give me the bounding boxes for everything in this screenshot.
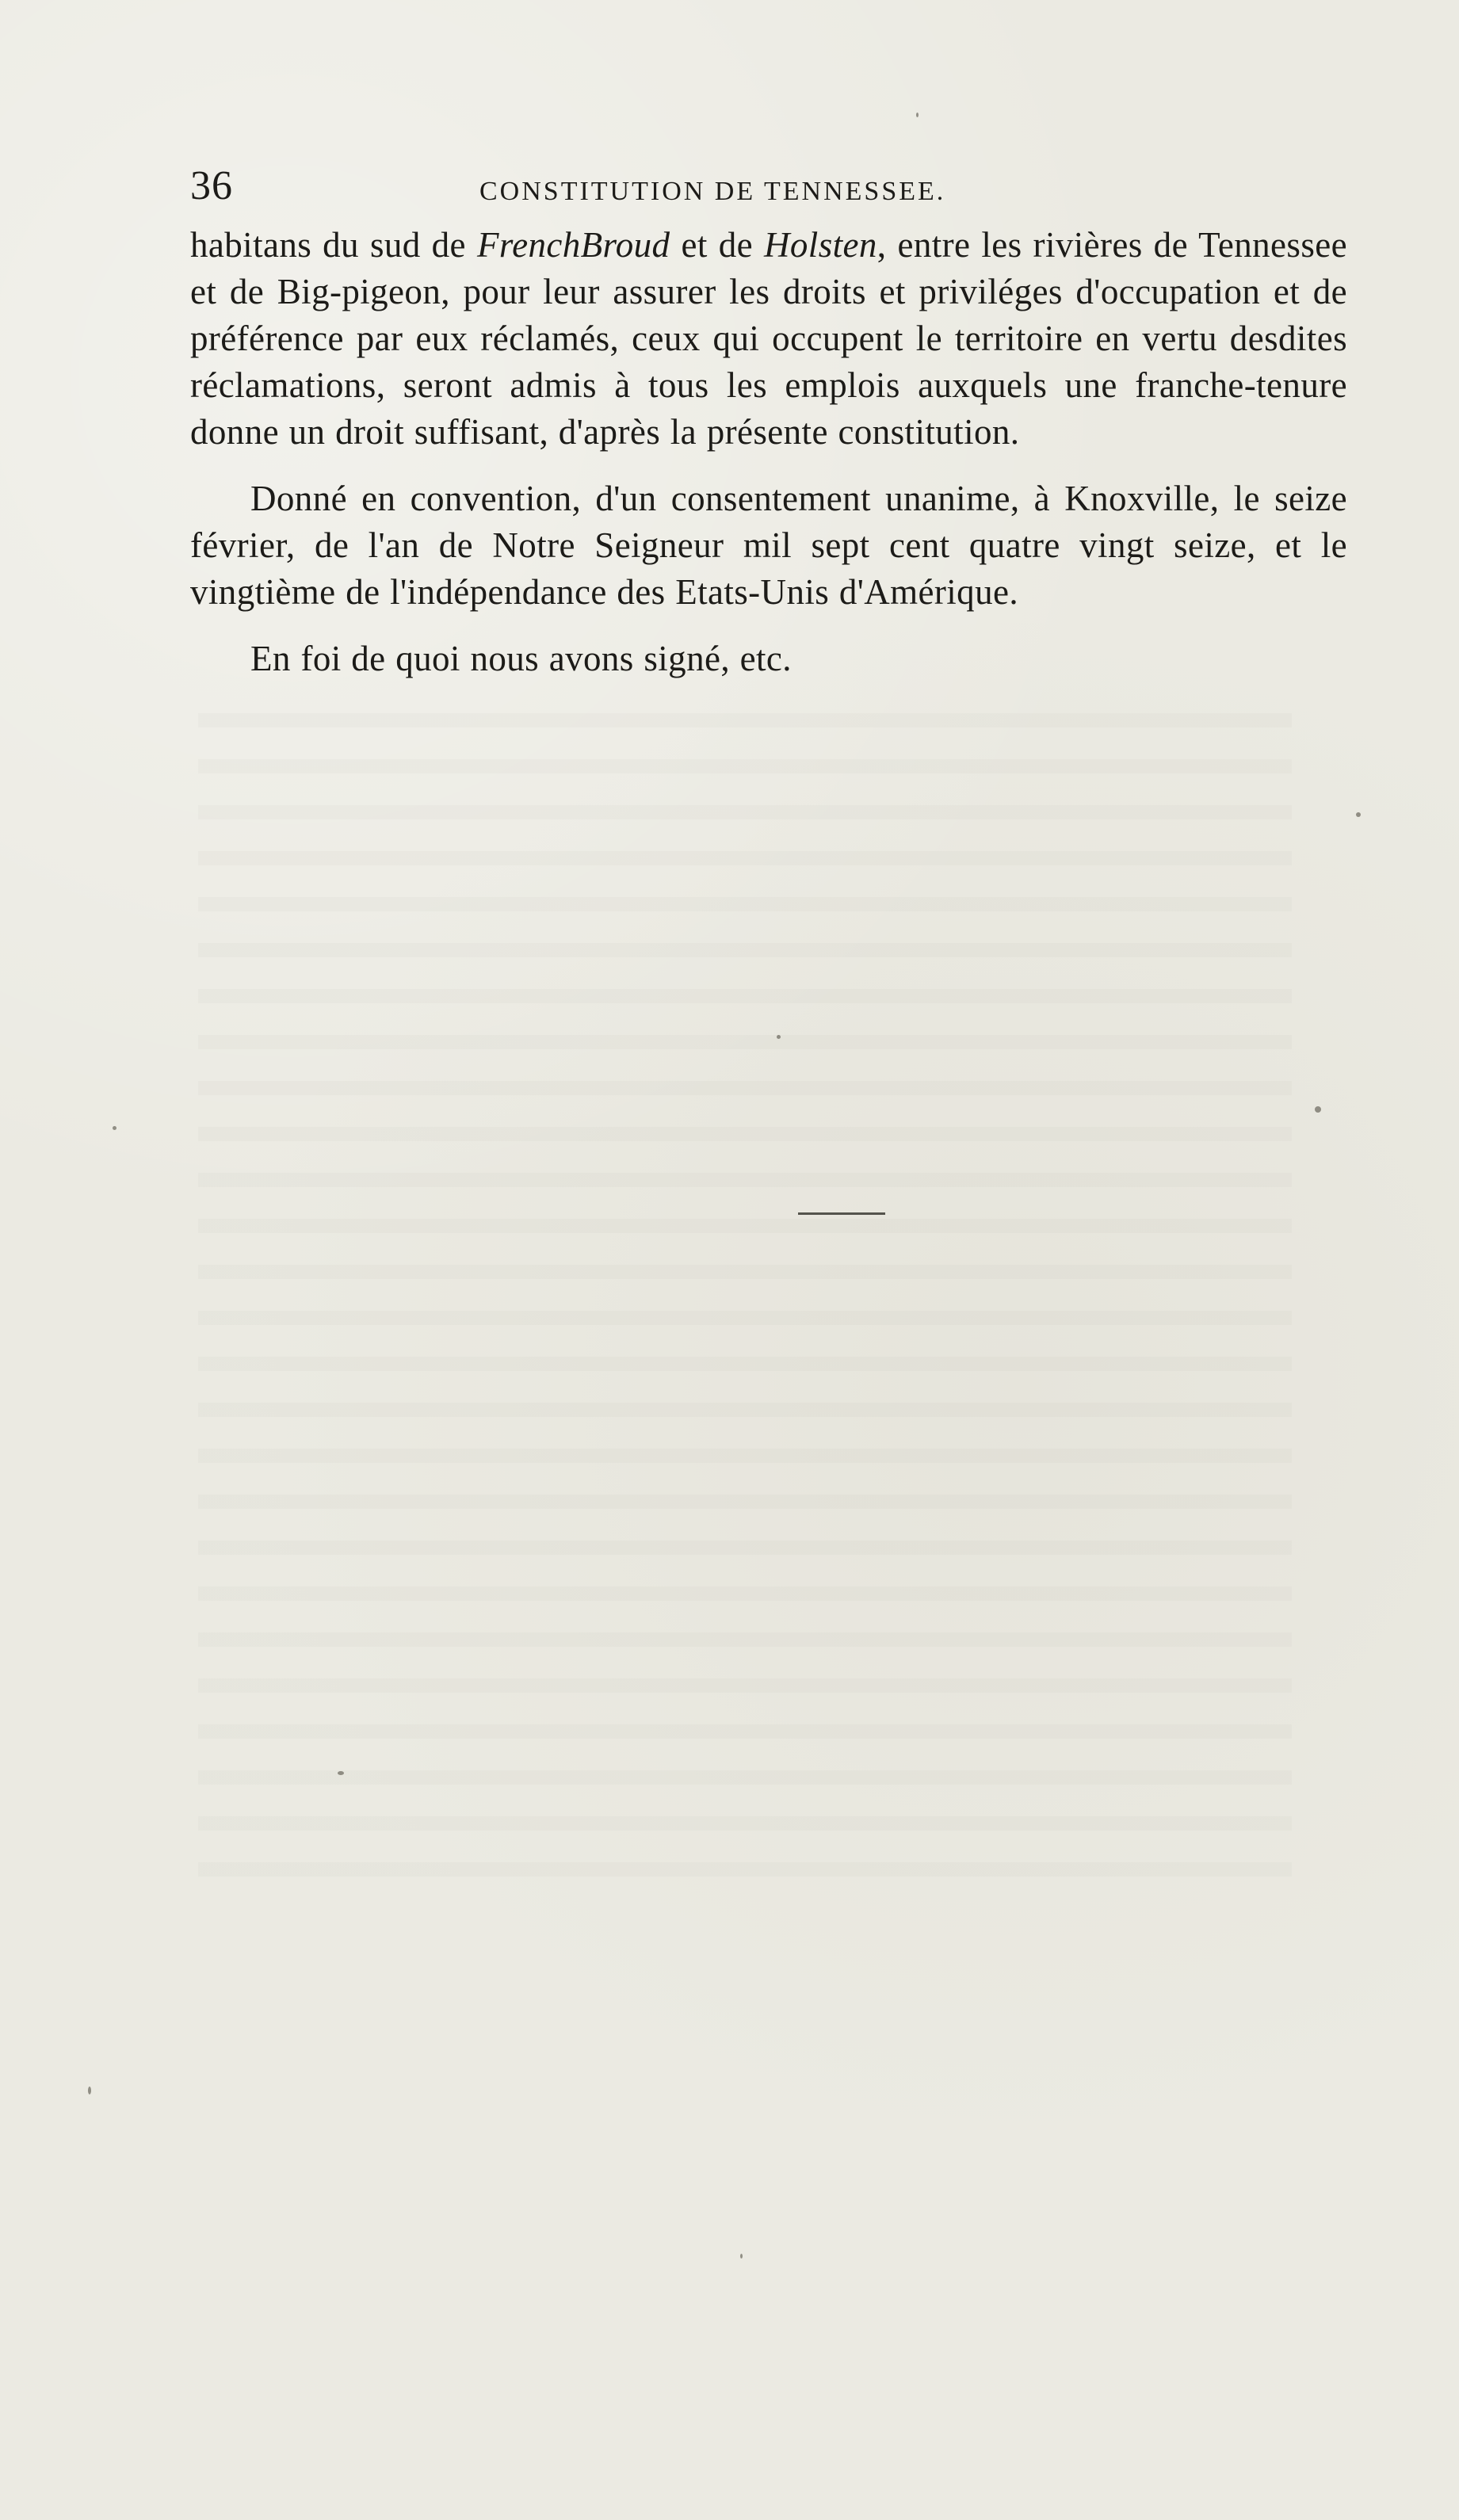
section-divider-line xyxy=(798,1212,885,1215)
running-head: CONSTITUTION DE TENNESSEE. xyxy=(479,177,946,206)
paper-speck xyxy=(338,1771,344,1775)
paper-speck xyxy=(88,2087,91,2094)
paper-speck xyxy=(1356,812,1361,817)
paper-speck xyxy=(777,1035,781,1039)
place-name-holsten: Holsten xyxy=(764,225,877,265)
body-text xyxy=(190,222,1347,682)
paper-speck xyxy=(113,1126,116,1130)
paper-speck xyxy=(916,113,919,117)
page-number: 36 xyxy=(190,163,233,208)
paper-speck xyxy=(1315,1106,1321,1113)
paragraph-text-part: et de xyxy=(670,225,764,265)
paragraph-closing-signature: En foi de quoi nous avons signé, etc. xyxy=(250,639,792,678)
page-header xyxy=(190,162,1347,218)
paper-speck xyxy=(740,2254,743,2258)
paragraph-continuation xyxy=(190,222,1347,456)
place-name-frenchbroud: FrenchBroud xyxy=(476,225,670,265)
paragraph-text-part: , entre les rivières de Tennessee et de Big-pigeon, pour leur assurer les droits et priviléges d'occupation et de préférence par eux réclamés, ceux qui occupent le territoire en vertu desdites réclamations, seront admis à tous les emplois auxquels une franche-tenure donne un droit suffisant, d'après la présente constitution. xyxy=(190,225,1348,452)
show-through-texture xyxy=(198,713,1292,1902)
paragraph-text-part: habitans du sud de xyxy=(190,225,477,265)
paragraph-given-in-convention: Donné en convention, d'un consentement unanime, à Knoxville, le seize février, de l'an de Notre Seigneur mil sept cent quatre vingt seize, et le vingtième de l'indépendance des Etats-Unis d'Amérique. xyxy=(190,479,1347,612)
